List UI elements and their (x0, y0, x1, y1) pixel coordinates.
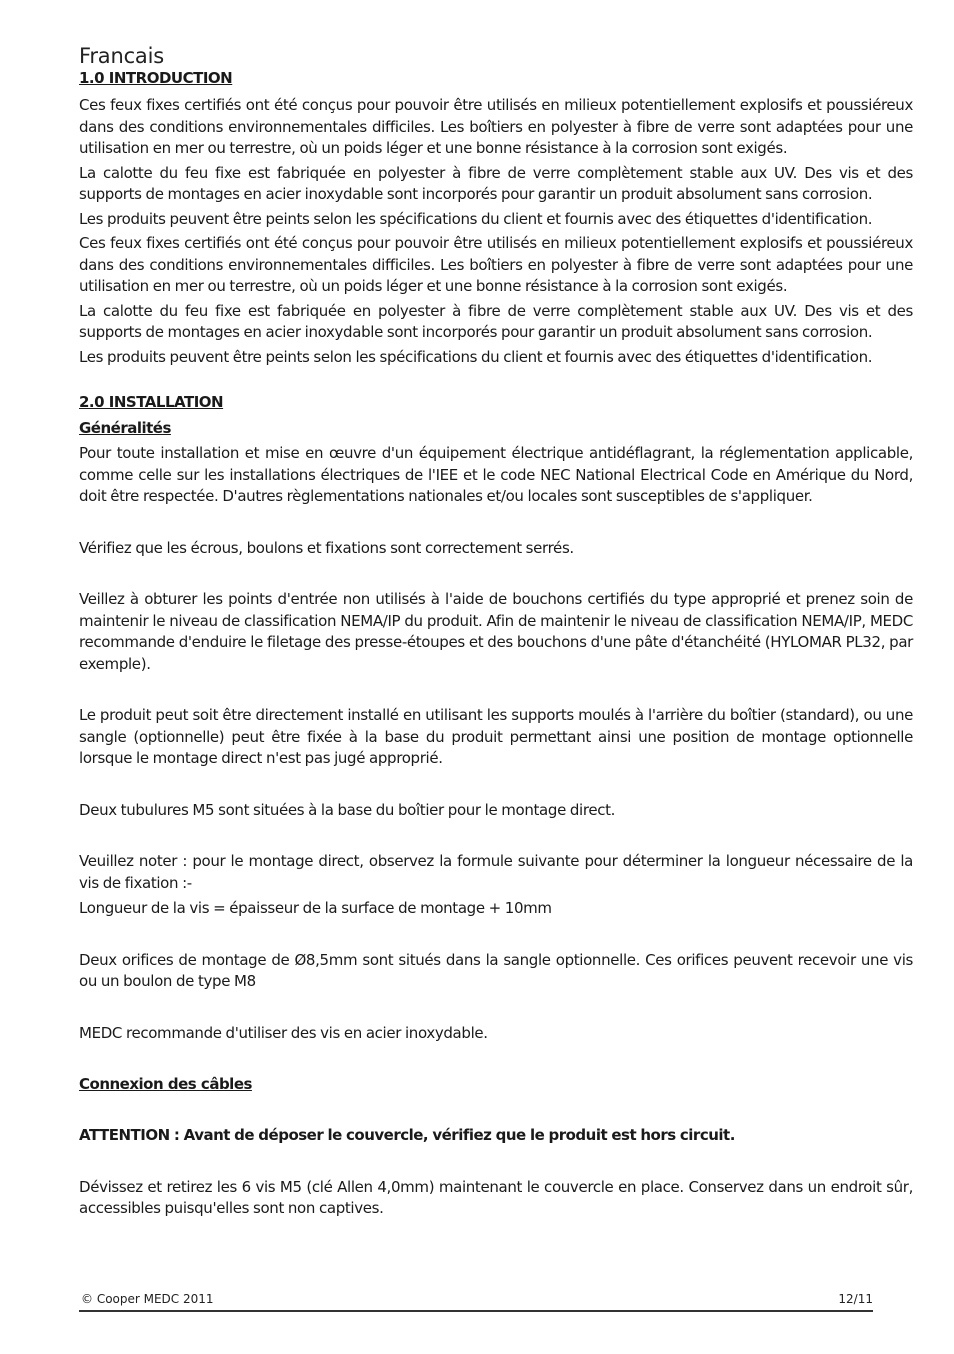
intro-paragraph: La calotte du feu fixe est fabriquée en polyester à fibre de verre complètement stable aux UV. Des vis et des supports de montages en acier inoxydable sont incorporés pour garantir un produit absolument sans corrosion. (79, 163, 913, 203)
page-footer (79, 1290, 873, 1312)
installation-paragraph: Pour toute installation et mise en œuvre d'un équipement électrique antidéflagrant, la réglementation applicable, comme celle sur les installations électriques de l'IEE et le code NEC National Electrical Code en Amérique du Nord, doit être respectée. D'autres règlementations nationales et/ou locales sont susceptibles de s'appliquer. (79, 444, 913, 505)
installation-paragraph: Le produit peut soit être directement installé en utilisant les supports moulés à l'arrière du boîtier (standard), ou une sangle (optionnelle) peut être fixée à la base du produit permettant ainsi une position de montage optionnelle lorsque le montage direct n'est pas jugé approprié. (79, 706, 913, 767)
introduction-section (79, 68, 913, 368)
language-title: Francais (79, 44, 164, 68)
intro-paragraph: Les produits peuvent être peints selon les spécifications du client et fournis avec des étiquettes d'identification. (79, 209, 873, 228)
installation-paragraph: Veillez à obturer les points d'entrée non utilisés à l'aide de bouchons certifiés du type approprié et prenez soin de maintenir le niveau de classification NEMA/IP du produit. Afin de maintenir le niveau de classification NEMA/IP, MEDC recommande d'enduire le filetage des presse-étoupes et des bouchons d'une pâte d'étanchéité (HYLOMAR PL32, par exemple). (79, 590, 913, 673)
installation-paragraph: Dévissez et retirez les 6 vis M5 (clé Allen 4,0mm) maintenant le couvercle en place. Conservez dans un endroit sûr, accessibles puisqu'elles sont non captives. (79, 1177, 913, 1217)
introduction-heading: 1.0 INTRODUCTION (79, 69, 233, 87)
installation-heading: 2.0 INSTALLATION (79, 393, 224, 411)
page-number: 12/11 (838, 1292, 873, 1306)
installation-paragraph: Veuillez noter : pour le montage direct, observez la formule suivante pour déterminer la longueur nécessaire de la vis de fixation :- (79, 852, 913, 892)
cable-connection-subheading: Connexion des câbles (79, 1075, 252, 1093)
document-page (79, 44, 913, 1220)
intro-paragraph: Ces feux fixes certifiés ont été conçus pour pouvoir être utilisés en milieux potentiellement explosifs et poussiéreux dans des conditions environnementales difficiles. Les boîtiers en polyester à fibre de verre sont adaptées pour une utilisation en mer ou terrestre, où un poids léger et une bonne résistance à la corrosion sont exigés. (79, 96, 913, 157)
installation-paragraph: Vérifiez que les écrous, boulons et fixations sont correctement serrés. (79, 538, 574, 557)
installation-paragraph: MEDC recommande d'utiliser des vis en acier inoxydable. (79, 1023, 488, 1042)
intro-paragraph: La calotte du feu fixe est fabriquée en polyester à fibre de verre complètement stable aux UV. Des vis et des supports de montages en acier inoxydable sont incorporés pour garantir un produit absolument sans corrosion. (79, 301, 913, 341)
intro-paragraph: Les produits peuvent être peints selon les spécifications du client et fournis avec des étiquettes d'identification. (79, 347, 873, 366)
screw-length-formula: Longueur de la vis = épaisseur de la surface de montage + 10mm (79, 899, 552, 917)
installation-paragraph: Deux orifices de montage de Ø8,5mm sont situés dans la sangle optionnelle. Ces orifices peuvent recevoir une vis ou un boulon de type M8 (79, 950, 913, 990)
intro-paragraph: Ces feux fixes certifiés ont été conçus pour pouvoir être utilisés en milieux potentiellement explosifs et poussiéreux dans des conditions environnementales difficiles. Les boîtiers en polyester à fibre de verre sont adaptées pour une utilisation en mer ou terrestre, où un poids léger et une bonne résistance à la corrosion sont exigés. (79, 234, 913, 295)
installation-paragraph: Deux tubulures M5 sont situées à la base du boîtier pour le montage direct. (79, 800, 616, 819)
copyright-text: © Cooper MEDC 2011 (81, 1292, 214, 1306)
general-subheading: Généralités (79, 419, 171, 437)
installation-section (79, 392, 913, 1220)
warning-text: ATTENTION : Avant de déposer le couvercle, vérifiez que le produit est hors circuit. (79, 1126, 735, 1144)
